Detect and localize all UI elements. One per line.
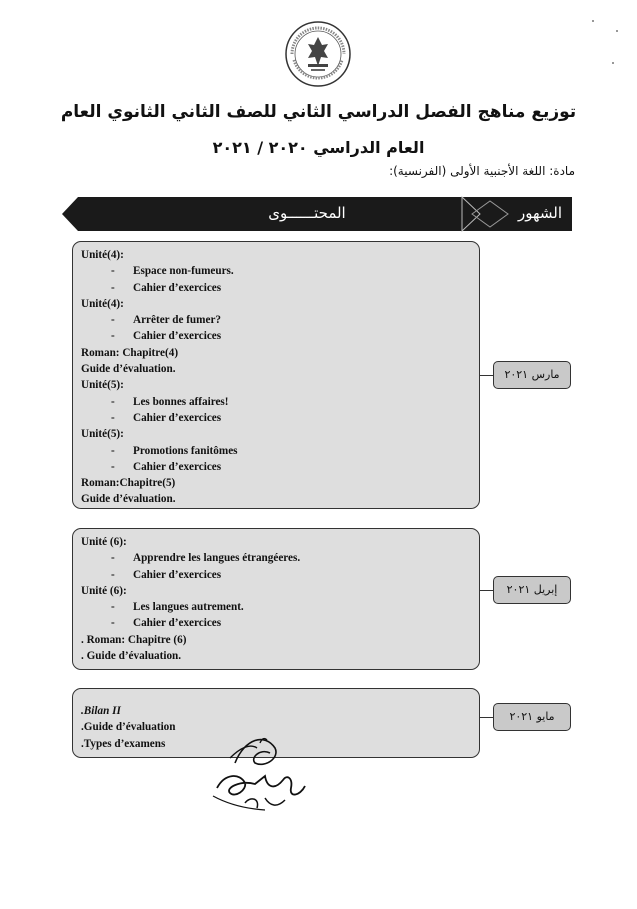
content-box-march <box>72 241 480 509</box>
content-line: Unité (6): <box>81 536 127 548</box>
content-line: .Bilan II <box>81 705 121 717</box>
content-line: . Roman: Chapitre (6) <box>81 633 187 646</box>
row-connector <box>480 717 493 718</box>
content-line: Roman: Chapitre(4) <box>81 346 179 359</box>
subject-label: مادة: اللغة الأجنبية الأولى (الفرنسية): <box>389 164 575 178</box>
content-line: Guide d’évaluation. <box>81 363 176 376</box>
content-line: .Guide d’évaluation <box>81 721 176 734</box>
content-line: - Cahier d’exercices <box>111 568 222 581</box>
content-line: Unité (6): <box>81 584 127 597</box>
header-content: المحتــــــوى <box>268 204 346 222</box>
content-line: Unité(4): <box>81 249 124 261</box>
speckle <box>612 62 614 64</box>
content-line: . Guide d’évaluation. <box>81 650 182 663</box>
ministry-seal-icon <box>284 20 352 88</box>
content-line: Unité(5): <box>81 428 124 441</box>
month-box-may: مايو ٢٠٢١ <box>493 703 571 731</box>
speckle <box>616 30 618 32</box>
content-line: - Cahier d’exercices <box>111 330 222 343</box>
content-line: - Cahier d’exercices <box>111 617 222 630</box>
table-header-bar <box>62 195 572 233</box>
content-line: - Arrêter de fumer? <box>111 314 222 327</box>
content-line: - Promotions fanitômes <box>111 444 238 457</box>
content-line: - Cahier d’exercices <box>111 460 222 473</box>
content-line: - Espace non-fumeurs. <box>111 265 234 278</box>
page-title: توزيع مناهج الفصل الدراسي الثاني للصف الثاني الثانوي العام <box>60 102 577 122</box>
content-line: - Les langues autrement. <box>111 601 244 614</box>
content-line: - Apprendre les langues étrangéeres. <box>111 552 301 565</box>
header-months: الشهور <box>517 204 562 222</box>
content-line: - Cahier d’exercices <box>111 281 222 294</box>
month-box-april: إبريل ٢٠٢١ <box>493 576 571 604</box>
academic-year: العام الدراسي ٢٠٢٠ / ٢٠٢١ <box>212 138 425 157</box>
content-line: - Cahier d’exercices <box>111 411 222 424</box>
content-line: Guide d’évaluation. <box>81 493 176 506</box>
content-box-april <box>72 528 480 670</box>
content-line: .Types d’examens <box>81 737 166 750</box>
row-connector <box>480 590 493 591</box>
row-connector <box>480 375 493 376</box>
content-line: Roman:Chapitre(5) <box>81 477 176 490</box>
content-line: - Les bonnes affaires! <box>111 395 229 408</box>
handwritten-signature <box>205 718 325 818</box>
content-line: Unité(5): <box>81 379 124 392</box>
content-line: Unité(4): <box>81 297 124 310</box>
month-box-march: مارس ٢٠٢١ <box>493 361 571 389</box>
speckle <box>592 20 594 22</box>
